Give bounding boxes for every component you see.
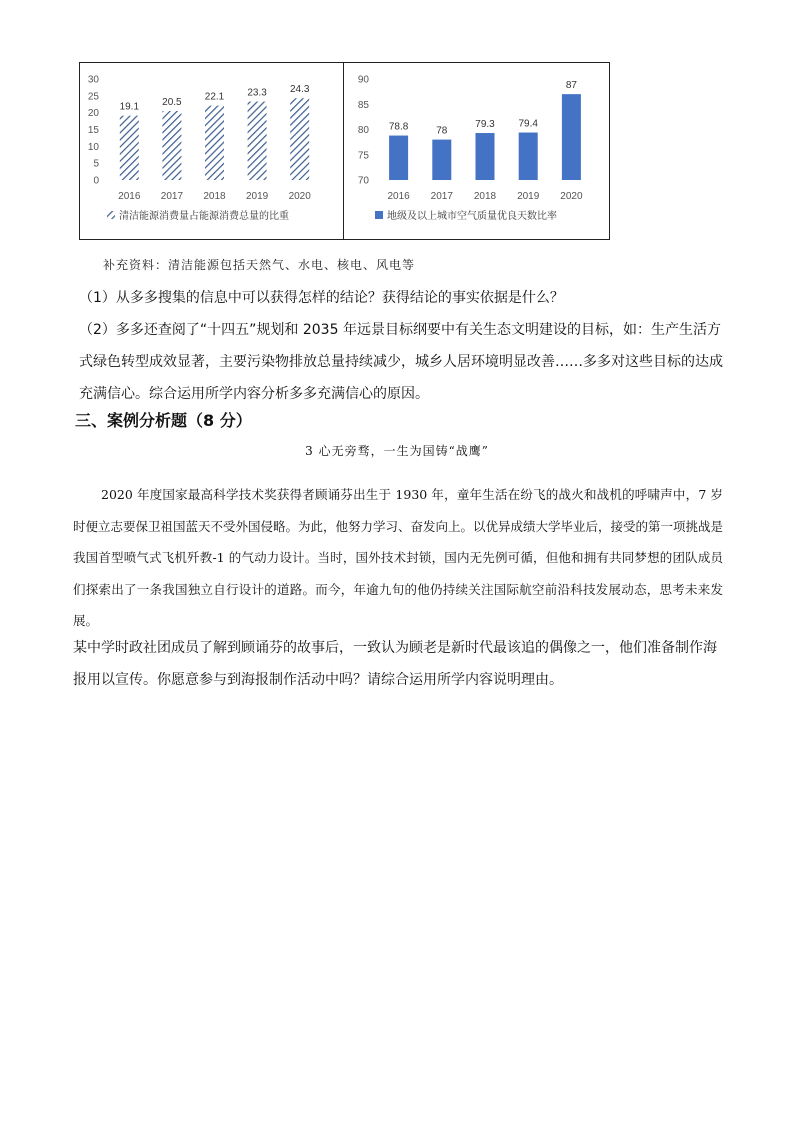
data-label: 79.3 bbox=[475, 119, 495, 131]
legend-label: 清洁能源消费量占能源消费总量的比重 bbox=[119, 211, 289, 222]
bar bbox=[162, 111, 181, 180]
data-label: 24.3 bbox=[289, 84, 310, 96]
y-tick-label: 5 bbox=[93, 158, 99, 170]
y-tick-label: 10 bbox=[87, 141, 99, 153]
bar bbox=[476, 133, 495, 180]
bar bbox=[205, 106, 224, 180]
y-tick-label: 30 bbox=[87, 74, 99, 86]
question-1: （1）从多多搜集的信息中可以获得怎样的结论？获得结论的事实依据是什么？ bbox=[79, 290, 564, 306]
legend-swatch bbox=[375, 211, 383, 219]
y-tick-label: 85 bbox=[357, 99, 369, 111]
bar bbox=[120, 116, 139, 180]
y-tick-label: 80 bbox=[357, 125, 369, 136]
legend-label: 地级及以上城市空气质量优良天数比率 bbox=[387, 211, 557, 222]
x-tick-label: 2019 bbox=[517, 191, 540, 202]
x-tick-label: 2017 bbox=[430, 191, 453, 202]
y-tick-label: 15 bbox=[87, 125, 99, 136]
chart-divider bbox=[343, 63, 344, 239]
data-label: 79.4 bbox=[518, 118, 538, 130]
section-heading: 三、案例分析题（8 分） bbox=[75, 411, 252, 430]
chart-air-quality bbox=[345, 65, 609, 237]
x-tick-label: 2017 bbox=[160, 191, 184, 202]
y-tick-label: 90 bbox=[357, 74, 369, 86]
x-tick-label: 2018 bbox=[203, 191, 226, 202]
supplementary-note: 补充资料：清洁能源包括天然气、水电、核电、风电等 bbox=[103, 258, 416, 272]
x-tick-label: 2016 bbox=[387, 191, 410, 202]
y-tick-label: 20 bbox=[87, 108, 99, 120]
case-title: 3 心无旁骛，一生为国铸“战鹰” bbox=[305, 444, 489, 458]
case-task: 某中学时政社团成员了解到顾诵芬的故事后，一致认为顾老是新时代最该追的偶像之一，他们准备制作海报用以宣传。你愿意参与到海报制作活动中吗？请综合运用所学内容说明理由。 bbox=[73, 640, 717, 688]
bar bbox=[389, 136, 408, 180]
bar bbox=[562, 94, 581, 180]
x-tick-label: 2019 bbox=[245, 191, 269, 202]
y-tick-label: 70 bbox=[357, 175, 369, 187]
case-text: 2020 年度国家最高科学技术奖获得者顾诵芬出生于 1930 年，童年生活在纷飞的战火和战机的呼啸声中，7 岁时便立志要保卫祖国蓝天不受外国侵略。为此，他努力学习、奋发向上。以优异成绩大学毕业后，接受的第一项挑战是我国首型喷气式飞机歼教-1 的气动力设计。当时，国外技术封锁，国内无先例可循，但他和拥有共同梦想的团队成员们探索出了一条我国独立自行设计的道路。而今，年逾九旬的他仍持续关注国际航空前沿科技发展动态，思考未来发展。 bbox=[73, 487, 724, 628]
x-tick-label: 2016 bbox=[118, 191, 141, 202]
legend-swatch bbox=[107, 211, 115, 219]
data-label: 78 bbox=[436, 125, 448, 137]
y-tick-label: 75 bbox=[357, 150, 369, 162]
data-label: 23.3 bbox=[247, 87, 267, 99]
x-tick-label: 2020 bbox=[560, 191, 583, 202]
bar bbox=[290, 98, 309, 180]
bar bbox=[432, 140, 451, 180]
x-tick-label: 2020 bbox=[288, 191, 311, 202]
data-label: 19.1 bbox=[119, 101, 140, 113]
data-label: 22.1 bbox=[204, 91, 225, 103]
x-tick-label: 2018 bbox=[473, 191, 497, 202]
data-label: 87 bbox=[565, 80, 577, 92]
bar bbox=[519, 133, 538, 180]
y-tick-label: 25 bbox=[87, 91, 99, 103]
charts-panel bbox=[79, 62, 610, 240]
data-label: 20.5 bbox=[162, 96, 182, 108]
bar bbox=[248, 102, 267, 180]
data-label: 78.8 bbox=[388, 121, 409, 133]
chart-clean-energy bbox=[81, 65, 341, 237]
question-2: （2）多多还查阅了“十四五”规划和 2035 年远景目标纲要中有关生态文明建设的目标，如：生产生活方式绿色转型成效显著，主要污染物排放总量持续减少，城乡人居环境明显改善……多多对这些目标的达成充满信心。综合运用所学内容分析多多充满信心的原因。 bbox=[79, 322, 723, 402]
y-tick-label: 0 bbox=[93, 175, 99, 187]
